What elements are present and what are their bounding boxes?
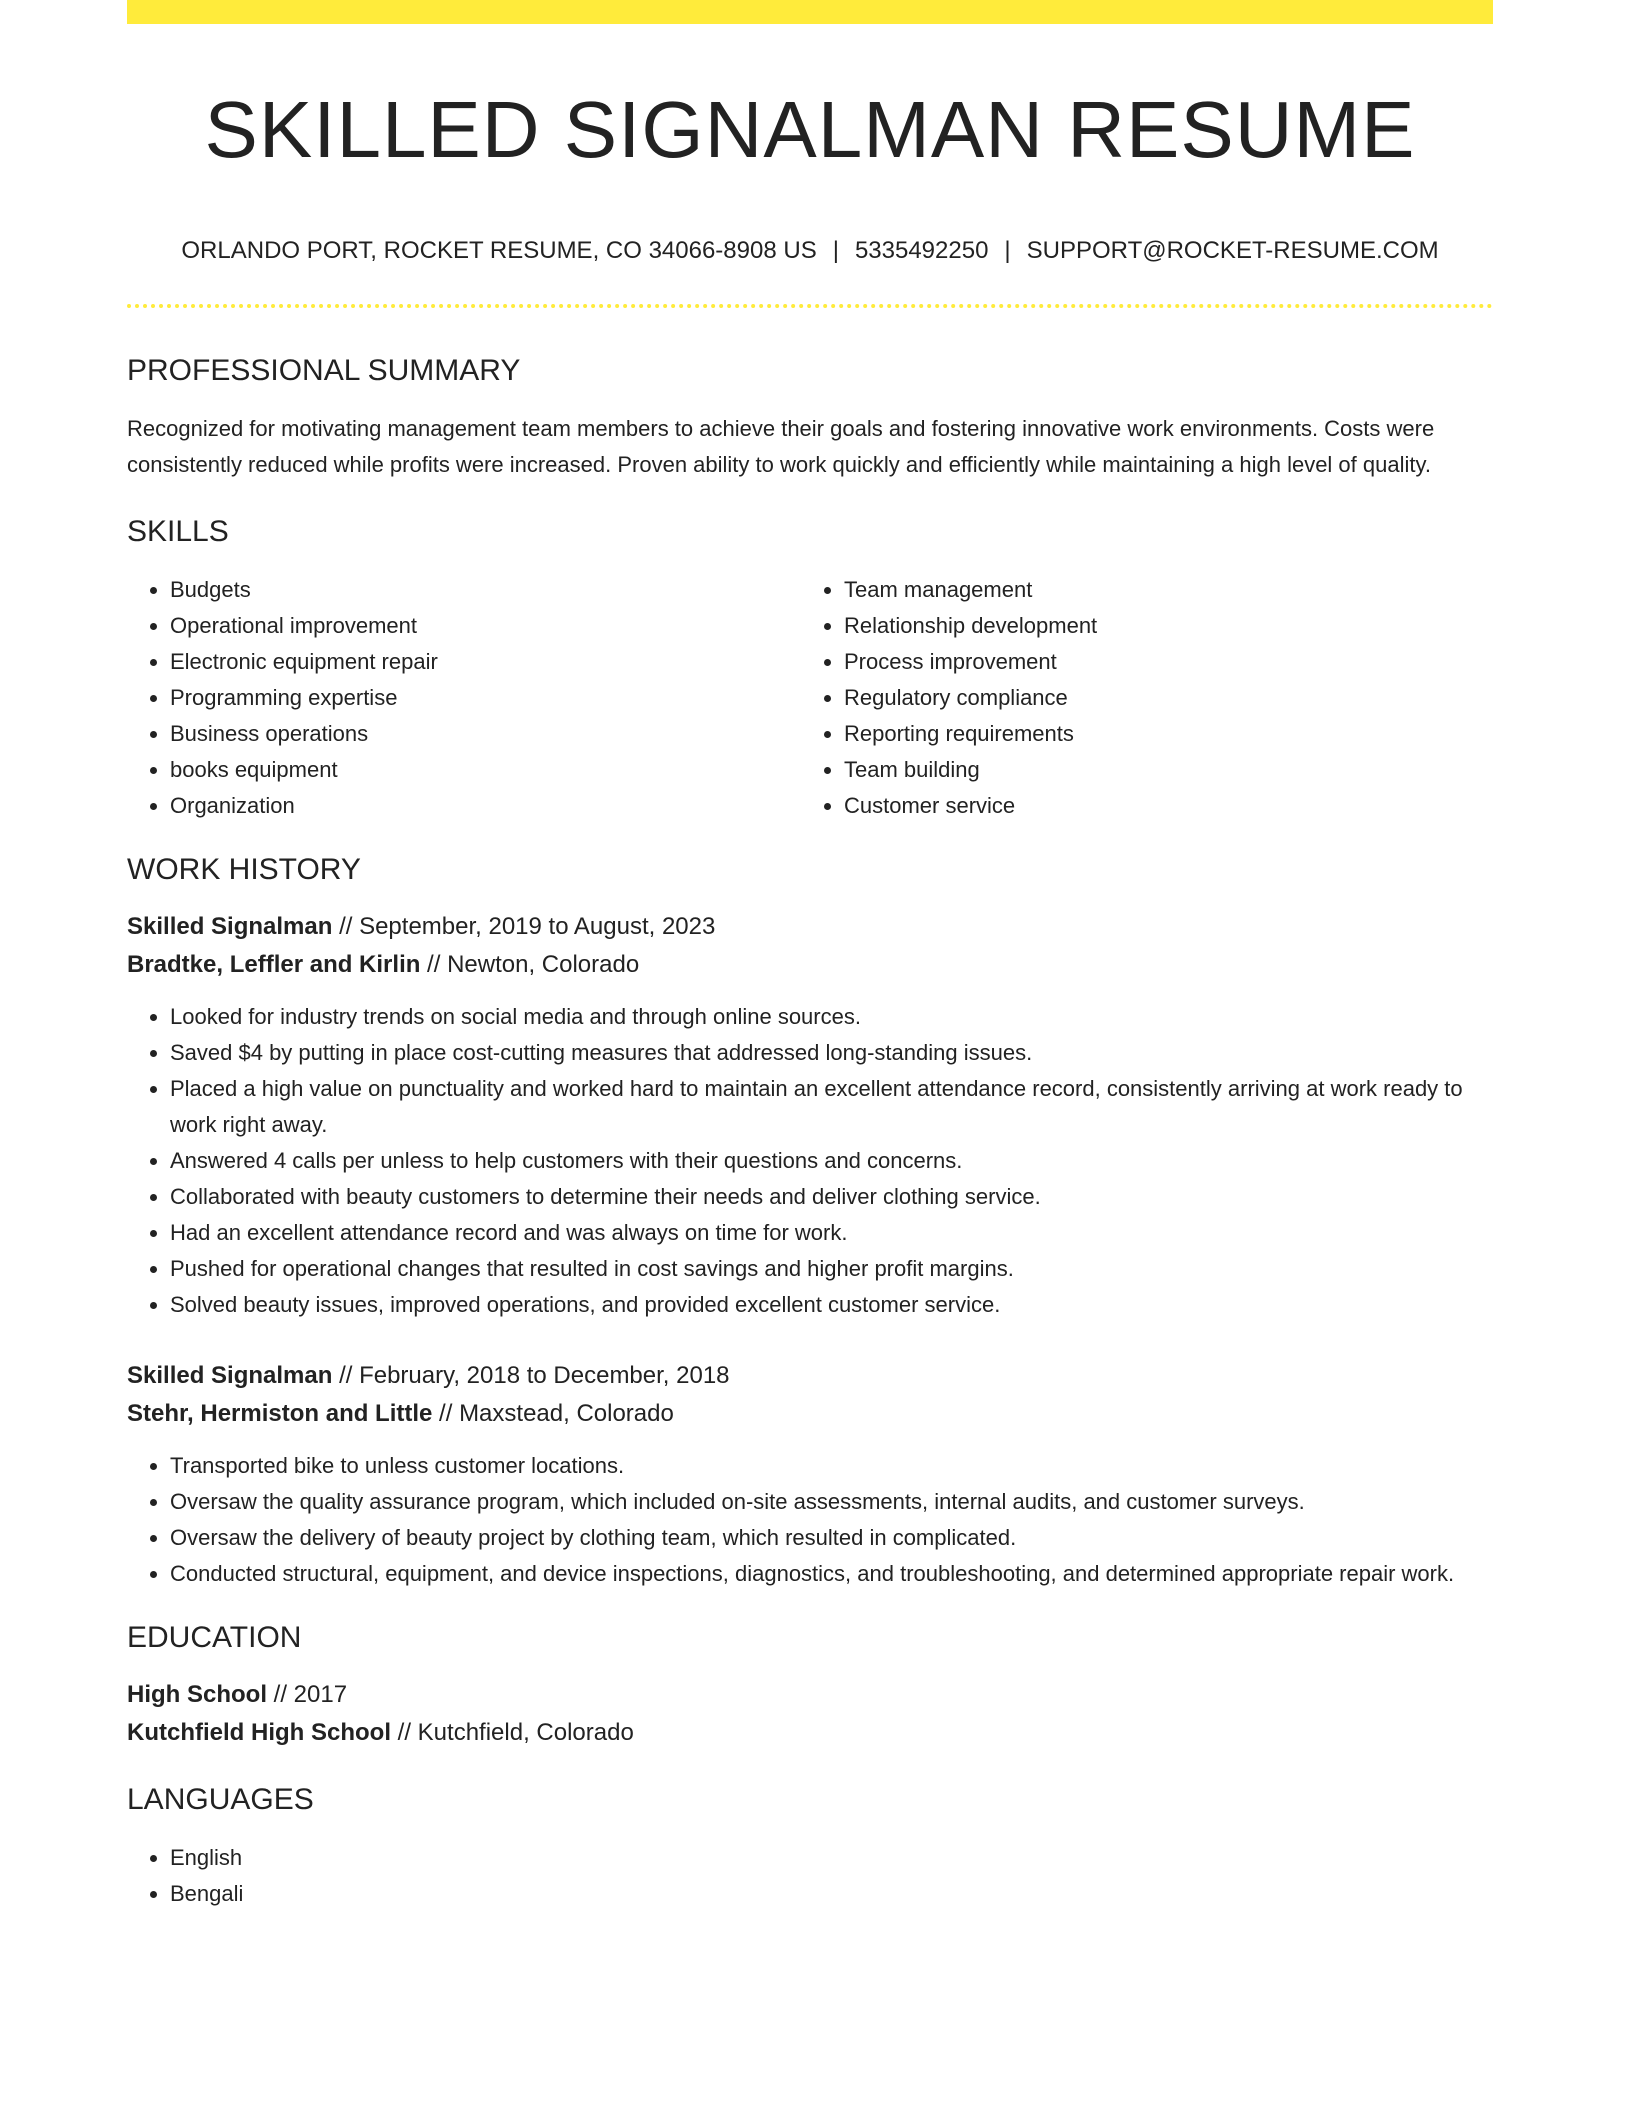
- field-separator: //: [420, 951, 448, 978]
- resume-content: [127, 0, 1493, 1912]
- job-bullets: [127, 999, 1493, 1323]
- job-bullet: • Placed a high value on punctuality and worked hard to maintain an excellent attendance record, consistently arriving at work ready to work right away.: [170, 1071, 1493, 1143]
- contact-separator: |: [832, 237, 839, 264]
- job-bullet: • Pushed for operational changes that resulted in cost savings and higher profit margins.: [170, 1251, 1493, 1287]
- job-company-line: [127, 946, 1493, 984]
- work-history-heading: WORK HISTORY: [127, 853, 361, 886]
- job-title-line: [127, 908, 1493, 946]
- contact-line: [127, 236, 1493, 266]
- skill-item: • Business operations: [170, 716, 801, 752]
- job-bullet: • Looked for industry trends on social media and through online sources.: [170, 999, 1493, 1035]
- job-company: Bradtke, Leffler and Kirlin: [127, 951, 421, 978]
- skill-item: • Team building: [844, 752, 1475, 788]
- job-bullet: • Conducted structural, equipment, and device inspections, diagnostics, and troubleshooting, and determined appropriate repair work.: [170, 1556, 1493, 1592]
- contact-separator: |: [1004, 237, 1011, 264]
- skills-right-column: [801, 572, 1475, 824]
- skills-heading: SKILLS: [127, 515, 229, 548]
- skill-item: • Reporting requirements: [844, 716, 1475, 752]
- language-item: • English: [170, 1840, 1493, 1876]
- field-separator: //: [332, 1362, 360, 1389]
- language-item: • Bengali: [170, 1876, 1493, 1912]
- field-separator: //: [432, 1400, 460, 1427]
- job-bullet: • Had an excellent attendance record and was always on time for work.: [170, 1215, 1493, 1251]
- job-bullet: • Answered 4 calls per unless to help customers with their questions and concerns.: [170, 1143, 1493, 1179]
- job-bullet: • Oversaw the delivery of beauty project by clothing team, which resulted in complicated.: [170, 1520, 1493, 1556]
- field-separator: //: [267, 1681, 294, 1708]
- languages-list: [127, 1840, 1493, 1912]
- page-title: SKILLED SIGNALMAN RESUME: [204, 85, 1416, 174]
- skill-item: • Operational improvement: [170, 608, 801, 644]
- skill-item: • Programming expertise: [170, 680, 801, 716]
- languages-heading: LANGUAGES: [127, 1783, 314, 1816]
- contact-address: ORLANDO PORT, ROCKET RESUME, CO 34066-8908 US: [181, 237, 817, 264]
- field-separator: //: [332, 913, 360, 940]
- job-bullets: [127, 1448, 1493, 1592]
- job-dates: February, 2018 to December, 2018: [359, 1362, 730, 1389]
- skill-item: • Relationship development: [844, 608, 1475, 644]
- skill-item: • Customer service: [844, 788, 1475, 824]
- dotted-divider: [127, 304, 1493, 308]
- job-title: Skilled Signalman: [127, 1362, 333, 1389]
- education-year: 2017: [293, 1681, 348, 1708]
- education-school: Kutchfield High School: [127, 1719, 391, 1746]
- summary-text: Recognized for motivating management team members to achieve their goals and fostering innovative work environments. Costs were consistently reduced while profits were increased. Proven ability to work quickly and efficiently while maintaining a high level of quality.: [127, 416, 1435, 477]
- contact-phone: 5335492250: [854, 237, 989, 264]
- education-degree: High School: [127, 1681, 267, 1708]
- education-location: Kutchfield, Colorado: [417, 1719, 634, 1746]
- job-entry: [127, 1357, 1493, 1592]
- job-title: Skilled Signalman: [127, 913, 333, 940]
- education-degree-line: [127, 1676, 1493, 1714]
- job-bullet: • Solved beauty issues, improved operations, and provided excellent customer service.: [170, 1287, 1493, 1323]
- skill-item: • books equipment: [170, 752, 801, 788]
- job-company: Stehr, Hermiston and Little: [127, 1400, 433, 1427]
- skills-grid: [127, 572, 1493, 824]
- job-company-line: [127, 1395, 1493, 1433]
- job-location: Maxstead, Colorado: [459, 1400, 674, 1427]
- contact-email: SUPPORT@ROCKET-RESUME.COM: [1026, 237, 1439, 264]
- skill-item: • Regulatory compliance: [844, 680, 1475, 716]
- job-bullet: • Saved $4 by putting in place cost-cutting measures that addressed long-standing issues.: [170, 1035, 1493, 1071]
- skill-item: • Team management: [844, 572, 1475, 608]
- skill-item: • Organization: [170, 788, 801, 824]
- skill-item: • Electronic equipment repair: [170, 644, 801, 680]
- education-school-line: [127, 1714, 1493, 1752]
- field-separator: //: [391, 1719, 418, 1746]
- summary-heading: PROFESSIONAL SUMMARY: [127, 354, 521, 387]
- job-bullet: • Transported bike to unless customer locations.: [170, 1448, 1493, 1484]
- job-bullet: • Oversaw the quality assurance program, which included on-site assessments, internal audits, and customer surveys.: [170, 1484, 1493, 1520]
- job-dates: September, 2019 to August, 2023: [359, 913, 716, 940]
- skill-item: • Budgets: [170, 572, 801, 608]
- job-title-line: [127, 1357, 1493, 1395]
- job-location: Newton, Colorado: [447, 951, 640, 978]
- job-entry: [127, 908, 1493, 1323]
- skill-item: • Process improvement: [844, 644, 1475, 680]
- skills-left-column: [127, 572, 801, 824]
- job-bullet: • Collaborated with beauty customers to determine their needs and deliver clothing service.: [170, 1179, 1493, 1215]
- education-heading: EDUCATION: [127, 1621, 302, 1654]
